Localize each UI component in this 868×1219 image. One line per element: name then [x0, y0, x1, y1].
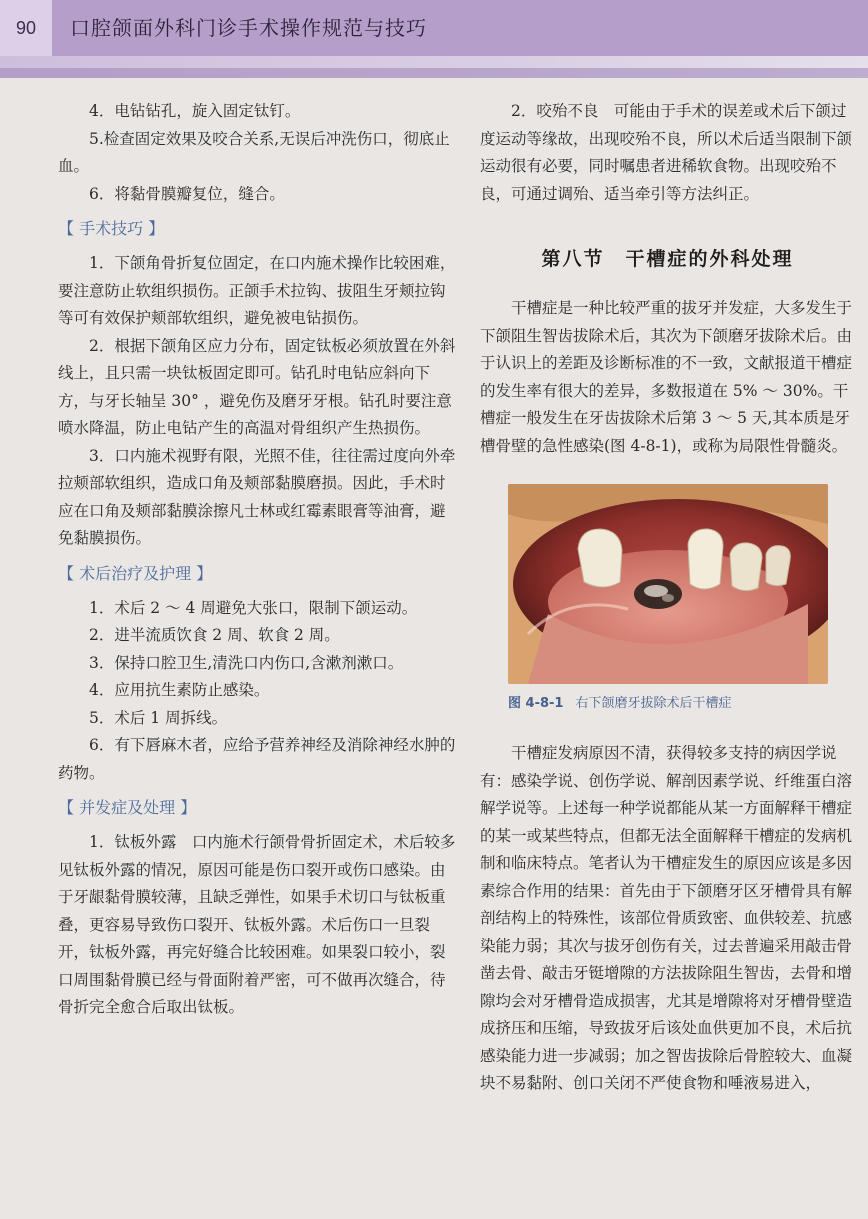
section-title: 第八节 干槽症的外科处理 [541, 248, 794, 270]
page-number: 90 [0, 0, 52, 56]
heading-complications: 【 并发症及处理 】 [58, 798, 197, 817]
empty-socket [634, 579, 682, 609]
complication-1: 1．钛板外露 口内施术行颌骨骨折固定术，术后较多见钛板外露的情况，原因可能是伤口裂开或伤口感染。由于牙龈黏骨膜较薄，且缺乏弹性，如果手术切口与钛板重叠，更容易导致伤口裂开、钛板外露。术后伤口一旦裂开，钛板外露，再完好缝合比较困难。如果裂口较小，裂口周围黏骨膜已经与骨面附着严密，可不做再次缝合，待骨折完全愈合后取出钛板。 [58, 833, 456, 1016]
tip-2: 2．根据下颌角区应力分布，固定钛板必须放置在外斜线上，且只需一块钛板固定即可。钻孔时电钻应斜向下方，与牙长轴呈 30° ，避免伤及磨牙牙根。钻孔时要注意喷水降温，防止电钻产生的高温对骨组织产生热损伤。 [58, 336, 456, 437]
heading-postop-care: 【 术后治疗及护理 】 [58, 563, 213, 583]
clinical-photo [508, 484, 828, 684]
step-6: 6．将黏骨膜瓣复位，缝合。 [89, 184, 285, 203]
care-2: 2．进半流质饮食 2 周、软食 2 周。 [89, 626, 340, 644]
right-column [480, 98, 855, 1098]
figure-caption-text: 右下颌磨牙拔除术后干槽症 [575, 696, 732, 711]
care-4: 4．应用抗生素防止感染。 [89, 681, 270, 699]
dry-socket-photo [508, 484, 828, 684]
figure-caption [508, 694, 855, 714]
care-1: 1．术后 2 ～ 4 周避免大张口，限制下颌运动。 [89, 598, 418, 617]
care-3: 3．保持口腔卫生,清洗口内伤口,含漱剂漱口。 [89, 653, 404, 672]
intro-paragraph: 干槽症是一种比较严重的拔牙并发症，大多发生于下颌阻生智齿拔除术后，其次为下颌磨牙拔除术后。由于认识上的差距及诊断标准的不一致，文献报道干槽症的发生率有很大的差异，多数报道在 5% ～ 30%。干槽症一般发生在牙齿拔除术后第 3 ～ 5 天,其本质是牙槽骨壁的急性感染(图 4-8-1)，或称为局限性骨髓炎。 [480, 299, 853, 455]
care-5: 5．术后 1 周拆线。 [89, 708, 228, 727]
page-header [0, 0, 868, 56]
left-column [58, 98, 458, 1022]
etiology-paragraph: 干槽症发病原因不清，获得较多支持的病因学说有：感染学说、创伤学说、解剖因素学说、纤维蛋白溶解学说等。上述每一种学说都能从某一方面解释干槽症的某一或某些特点，但都无法全面解释干槽症的发病机制和临床特点。笔者认为干槽症发生的原因应该是多因素综合作用的结果：首先由于下颌磨牙区牙槽骨具有解剖结构上的特殊性，该部位骨质致密、血供较差、抗感染能力弱；其次与拔牙创伤有关，过去普遍采用敲击骨凿去骨、敲击牙铤增隙的方法拔除阻生智齿，去骨和增隙均会对牙槽骨造成损害，尤其是增隙将对牙槽骨壁造成挤压和压缩，导致拔牙后该处血供更加不良，术后抗感染能力进一步减弱；加之智齿拔除后骨腔较大、血凝块不易黏附、创口关闭不严使食物和唾液易进入， [480, 744, 853, 1092]
complication-2: 2．咬殆不良 可能由于手术的误差或术后下颌过度运动等缘故，出现咬殆不良，所以术后适当限制下颌运动很有必要，同时嘱患者进稀软食物。出现咬殆不良，可通过调殆、适当牵引等方法纠正。 [480, 102, 853, 203]
step-5: 5.检查固定效果及咬合关系,无误后冲洗伤口，彻底止血。 [58, 129, 450, 175]
figure-label: 图 4-8-1 [508, 696, 564, 711]
header-decor-stripe [0, 68, 868, 78]
tip-3: 3．口内施术视野有限，光照不佳，往往需过度向外牵拉颊部软组织，造成口角及颊部黏膜磨损。因此，手术时应在口角及颊部黏膜涂擦凡士林或红霉素眼膏等油膏，避免黏膜损伤。 [58, 446, 456, 547]
care-6: 6．有下唇麻木者，应给予营养神经及消除神经水肿的药物。 [58, 736, 456, 782]
running-title: 口腔颌面外科门诊手术操作规范与技巧 [70, 16, 427, 40]
heading-surgical-tips: 【 手术技巧 】 [58, 219, 165, 238]
tip-1: 1．下颌角骨折复位固定，在口内施术操作比较困难，要注意防止软组织损伤。正颌手术拉钩、拔阻生牙颊拉钩等可有效保护颊部软组织，避免被电钻损伤。 [58, 254, 456, 327]
step-4: 4．电钻钻孔，旋入固定钛钉。 [89, 102, 301, 120]
